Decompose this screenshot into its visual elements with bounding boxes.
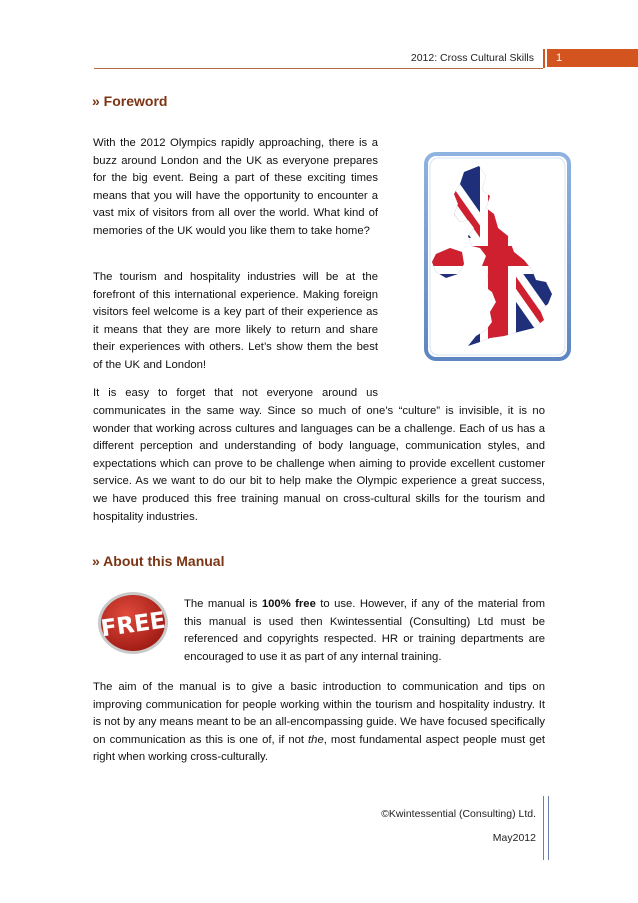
aim-emphasis: the — [308, 733, 324, 746]
free-badge-text: FREE — [99, 607, 168, 643]
foreword-paragraph-3-start: It is easy to forget that not everyone around us — [93, 387, 378, 399]
footer-copyright: ©Kwintessential (Consulting) Ltd. — [381, 808, 536, 820]
header-title: 2012: Cross Cultural Skills — [410, 52, 534, 64]
free-paragraph: The manual is 100% free to use. However, if any of the material from this manual is used then Kwintessential (Consulting) Ltd must be referenced and copyrights respected. HR or training departments are encouraged to use it as part of any internal training. — [184, 598, 546, 663]
foreword-paragraph-1: With the 2012 Olympics rapidly approaching, there is a buzz around London and the UK as everyone prepares for the big event. Being a part of these exciting times means that you will have the opportunity to encounter a vast mix of visitors from all over the world. What kind of memories of the UK would you like them to take home? — [93, 137, 378, 237]
about-heading: » About this Manual — [92, 553, 225, 569]
page-number: 1 — [547, 49, 638, 67]
footer-date: May2012 — [492, 832, 536, 844]
header-rule — [94, 68, 543, 69]
uk-flag-map-icon — [424, 152, 571, 361]
header-divider — [543, 49, 545, 68]
footer-divider — [543, 796, 549, 860]
foreword-paragraph-3: communicates in the same way. Since so much of one’s “culture” is invisible, it is no wonder that working across cultures and languages can be a challenge. Each of us has a different perception and understanding of body language, communication styles, and expectations which can prove to be challenge when aiming to provide excellent customer service. As we want to do our bit to help make the Olympic experience a great success, we have produced this free training manual on cross-cultural skills for the tourism and hospitality industries. — [93, 405, 545, 523]
aim-paragraph: The aim of the manual is to give a basic introduction to communication and tips on improving communication for people working within the tourism and hospitality industry. It is not by any means meant to be an all-encompassing guide. We have focused specifically on communication as this is one of, if not the, most fundamental aspect people must get right when working cross-culturally. — [93, 681, 545, 764]
foreword-paragraph-2: The tourism and hospitality industries will be at the forefront of this international experience. Making foreign visitors feel welcome is a key part of their experience as it means that they are more likely to return and share their experiences with others. Let’s show them the best of the UK and London! — [93, 271, 378, 371]
foreword-heading: » Foreword — [92, 93, 168, 109]
free-emphasis: 100% free — [261, 598, 316, 610]
free-badge-icon — [96, 590, 170, 656]
